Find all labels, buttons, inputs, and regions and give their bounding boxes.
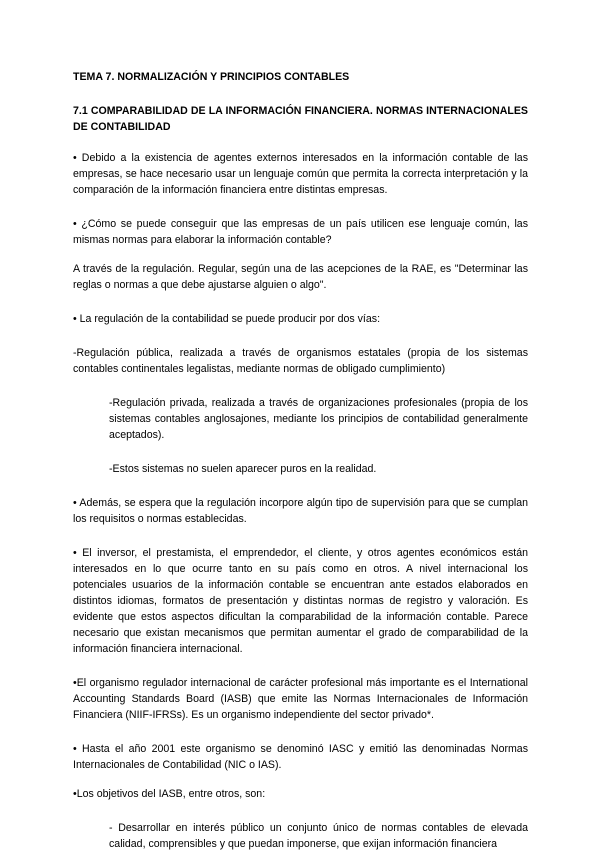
paragraph-iasc-history: • Hasta el año 2001 este organismo se denominó IASC y emitió las denominadas Normas Internacionales de Contabilidad (NIC o IAS). [73,743,528,771]
paragraph-iasb-objectives: •Los objetivos del IASB, entre otros, son: [73,788,266,800]
paragraph-public-regulation: -Regulación pública, realizada a través de organismos estatales (propia de los sistemas contables continentales legalistas, mediante normas de obligado cumplimiento) [73,347,528,375]
paragraph-regulation-definition: A través de la regulación. Regular, según una de las acepciones de la RAE, es "Determinar las reglas o normas a que debe ajustarse alguien o algo". [73,263,528,291]
paragraph-two-ways: • La regulación de la contabilidad se puede producir por dos vías: [73,313,381,325]
paragraph-objective-single-standards: - Desarrollar en interés público un conjunto único de normas contables de elevada calidad, comprensibles y que puedan imponerse, que exijan información financiera [109,822,528,850]
paragraph-iasb: •El organismo regulador internacional de carácter profesional más importante es el International Accounting Standards Board (IASB) que emite las Normas Internacionales de Información Financiera (NIIF-IFRSs). Es un organismo independiente del sector privado*. [73,677,528,721]
paragraph-supervision: • Además, se espera que la regulación incorpore algún tipo de supervisión para que se cumplan los requisitos o normas establecidas. [73,497,528,525]
paragraph-external-agents: • Debido a la existencia de agentes externos interesados en la información contable de las empresas, se hace necesario usar un lenguaje común que permita la correcta interpretación y la comparación de la información financiera entre distintas empresas. [73,152,528,196]
paragraph-question-common-language: • ¿Cómo se puede conseguir que las empresas de un país utilicen ese lenguaje común, las mismas normas para elaborar la información contable? [73,218,528,246]
section-title: 7.1 COMPARABILIDAD DE LA INFORMACIÓN FINANCIERA. NORMAS INTERNACIONALES DE CONTABILIDAD [73,105,528,133]
paragraph-private-regulation: -Regulación privada, realizada a través de organizaciones profesionales (propia de los sistemas contables anglosajones, mediante los principios de contabilidad generalmente aceptados). [109,397,528,441]
paragraph-international-users: • El inversor, el prestamista, el emprendedor, el cliente, y otros agentes económicos están interesados en lo que ocurre tanto en su país como en otros. A nivel internacional los potenciales usuarios de la información contable se encuentran ante estados elaborados en distintos idiomas, formatos de presentación y distintas normas de registro y valoración. Es evidente que estos aspectos dificultan la comparabilidad de la información contable. Parece necesario que existan mecanismos que permitan aumentar el grado de comparabilidad de la información financiera internacional. [73,547,528,655]
paragraph-not-pure-systems: -Estos sistemas no suelen aparecer puros en la realidad. [109,463,377,475]
document-title: TEMA 7. NORMALIZACIÓN Y PRINCIPIOS CONTABLES [73,71,350,83]
